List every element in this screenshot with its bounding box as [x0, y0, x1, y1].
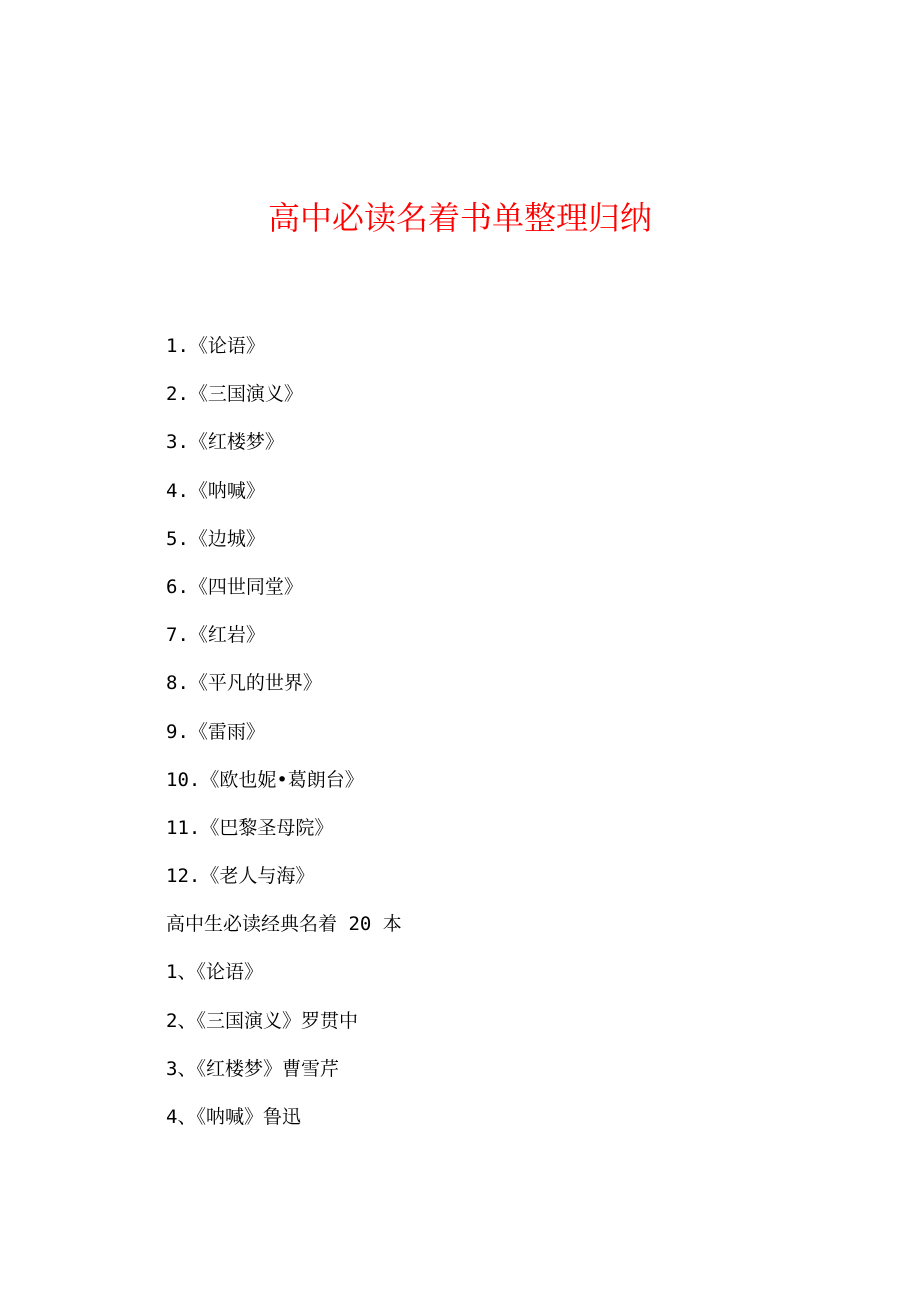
list-item: 11.《巴黎圣母院》: [166, 816, 334, 839]
list-item: 2.《三国演义》: [166, 383, 303, 406]
list-item: 4.《呐喊》: [166, 479, 265, 502]
list-item: 6.《四世同堂》: [166, 575, 303, 598]
list-item: 5.《边城》: [166, 527, 265, 550]
book-list: [166, 322, 786, 1141]
section-heading: 高中生必读经典名着 20 本: [166, 913, 402, 936]
list-item: 3、《红楼梦》曹雪芹: [166, 1057, 339, 1080]
list-item: 2、《三国演义》罗贯中: [166, 1009, 358, 1032]
list-item: 4、《呐喊》鲁迅: [166, 1106, 301, 1128]
list-item: 10.《欧也妮•葛朗台》: [166, 768, 364, 791]
list-item: 3.《红楼梦》: [166, 431, 284, 454]
page-title: 高中必读名着书单整理归纳: [267, 199, 652, 237]
list-item: 9.《雷雨》: [166, 720, 265, 743]
list-item: 1、《论语》: [166, 961, 263, 984]
list-item: 8.《平凡的世界》: [166, 672, 322, 695]
list-item: 12.《老人与海》: [166, 865, 315, 888]
list-item: 7.《红岩》: [166, 624, 265, 647]
list-item: 1.《论语》: [166, 335, 265, 357]
